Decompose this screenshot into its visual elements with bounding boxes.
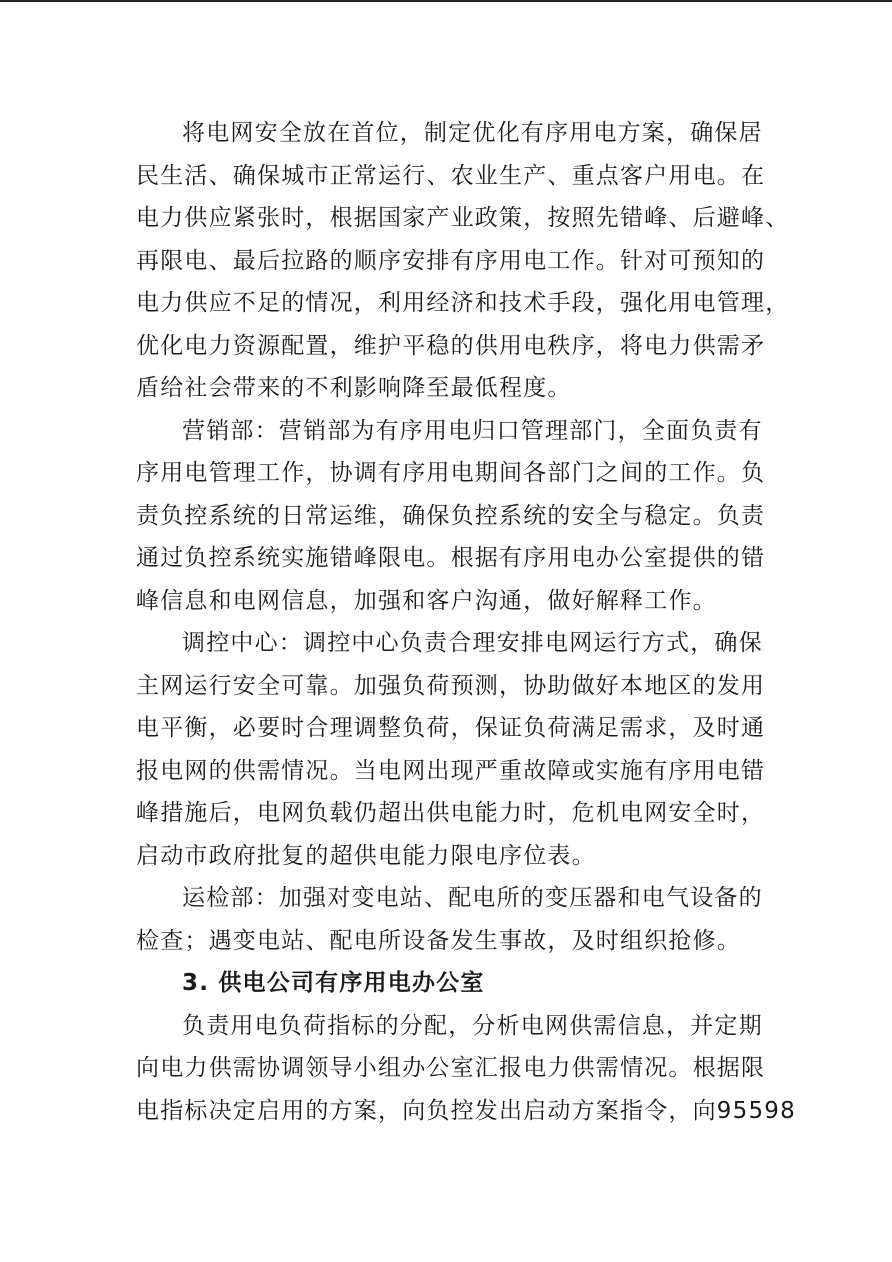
paragraph-line: 主网运行安全可靠。加强负荷预测，协助做好本地区的发用: [136, 672, 766, 699]
paragraph-line: 通过负控系统实施错峰限电。根据有序用电办公室提供的错: [136, 545, 766, 571]
paragraph-line: 负责用电负荷指标的分配，分析电网供需信息，并定期: [182, 1012, 763, 1039]
paragraph-priority-safety: [136, 112, 790, 410]
paragraph-line: 调控中心：调控中心负责合理安排电网运行方式，确保: [182, 630, 763, 656]
paragraph-office-duties: [136, 1005, 796, 1133]
paragraph-line: 检查；遇变电站、配电所设备发生事故，及时组织抢修。: [136, 927, 741, 954]
paragraph-line: 报电网的供需情况。当电网出现严重故障或实施有序用电错: [136, 757, 766, 784]
top-border-line: [0, 0, 892, 2]
paragraph-line: 电平衡，必要时合理调整负荷，保证负荷满足需求，及时通: [136, 715, 766, 741]
paragraph-maintenance-dept: [136, 877, 763, 962]
paragraph-line: 营销部：营销部为有序用电归口管理部门，全面负责有: [182, 417, 763, 444]
paragraph-line: 电力供应不足的情况，利用经济和技术手段，强化用电管理，: [136, 290, 790, 316]
paragraph-line: 优化电力资源配置，维护平稳的供用电秩序，将电力供需矛: [136, 332, 766, 359]
paragraph-line: 向电力供需协调领导小组办公室汇报电力供需情况。根据限: [136, 1055, 766, 1081]
paragraph-line: 民生活、确保城市正常运行、农业生产、重点客户用电。在: [136, 162, 766, 189]
paragraph-line: 盾给社会带来的不利影响降至最低程度。: [136, 375, 572, 401]
paragraph-line: 启动市政府批复的超供电能力限电序位表。: [136, 842, 596, 869]
paragraph-line: 峰措施后，电网负载仍超出供电能力时，危机电网安全时，: [136, 800, 766, 826]
paragraph-line: 电指标决定启用的方案，向负控发出启动方案指令，向95598: [136, 1097, 796, 1124]
paragraph-line: 将电网安全放在首位，制定优化有序用电方案，确保居: [182, 120, 763, 146]
paragraph-line: 电力供应紧张时，根据国家产业政策，按照先错峰、后避峰、: [136, 205, 790, 231]
document-page: [136, 112, 796, 1132]
paragraph-line: 序用电管理工作，协调有序用电期间各部门之间的工作。负: [136, 460, 766, 486]
paragraph-line: 再限电、最后拉路的顺序安排有序用电工作。针对可预知的: [136, 247, 766, 274]
paragraph-line: 责负控系统的日常运维，确保负控系统的安全与稳定。负责: [136, 502, 766, 529]
section-heading: 3. 供电公司有序用电办公室: [182, 970, 485, 996]
paragraph-marketing-dept: [136, 410, 766, 623]
paragraph-line: 运检部：加强对变电站、配电所的变压器和电气设备的: [182, 885, 763, 911]
paragraph-dispatch-center: [136, 622, 766, 877]
paragraph-line: 峰信息和电网信息，加强和客户沟通，做好解释工作。: [136, 587, 717, 614]
